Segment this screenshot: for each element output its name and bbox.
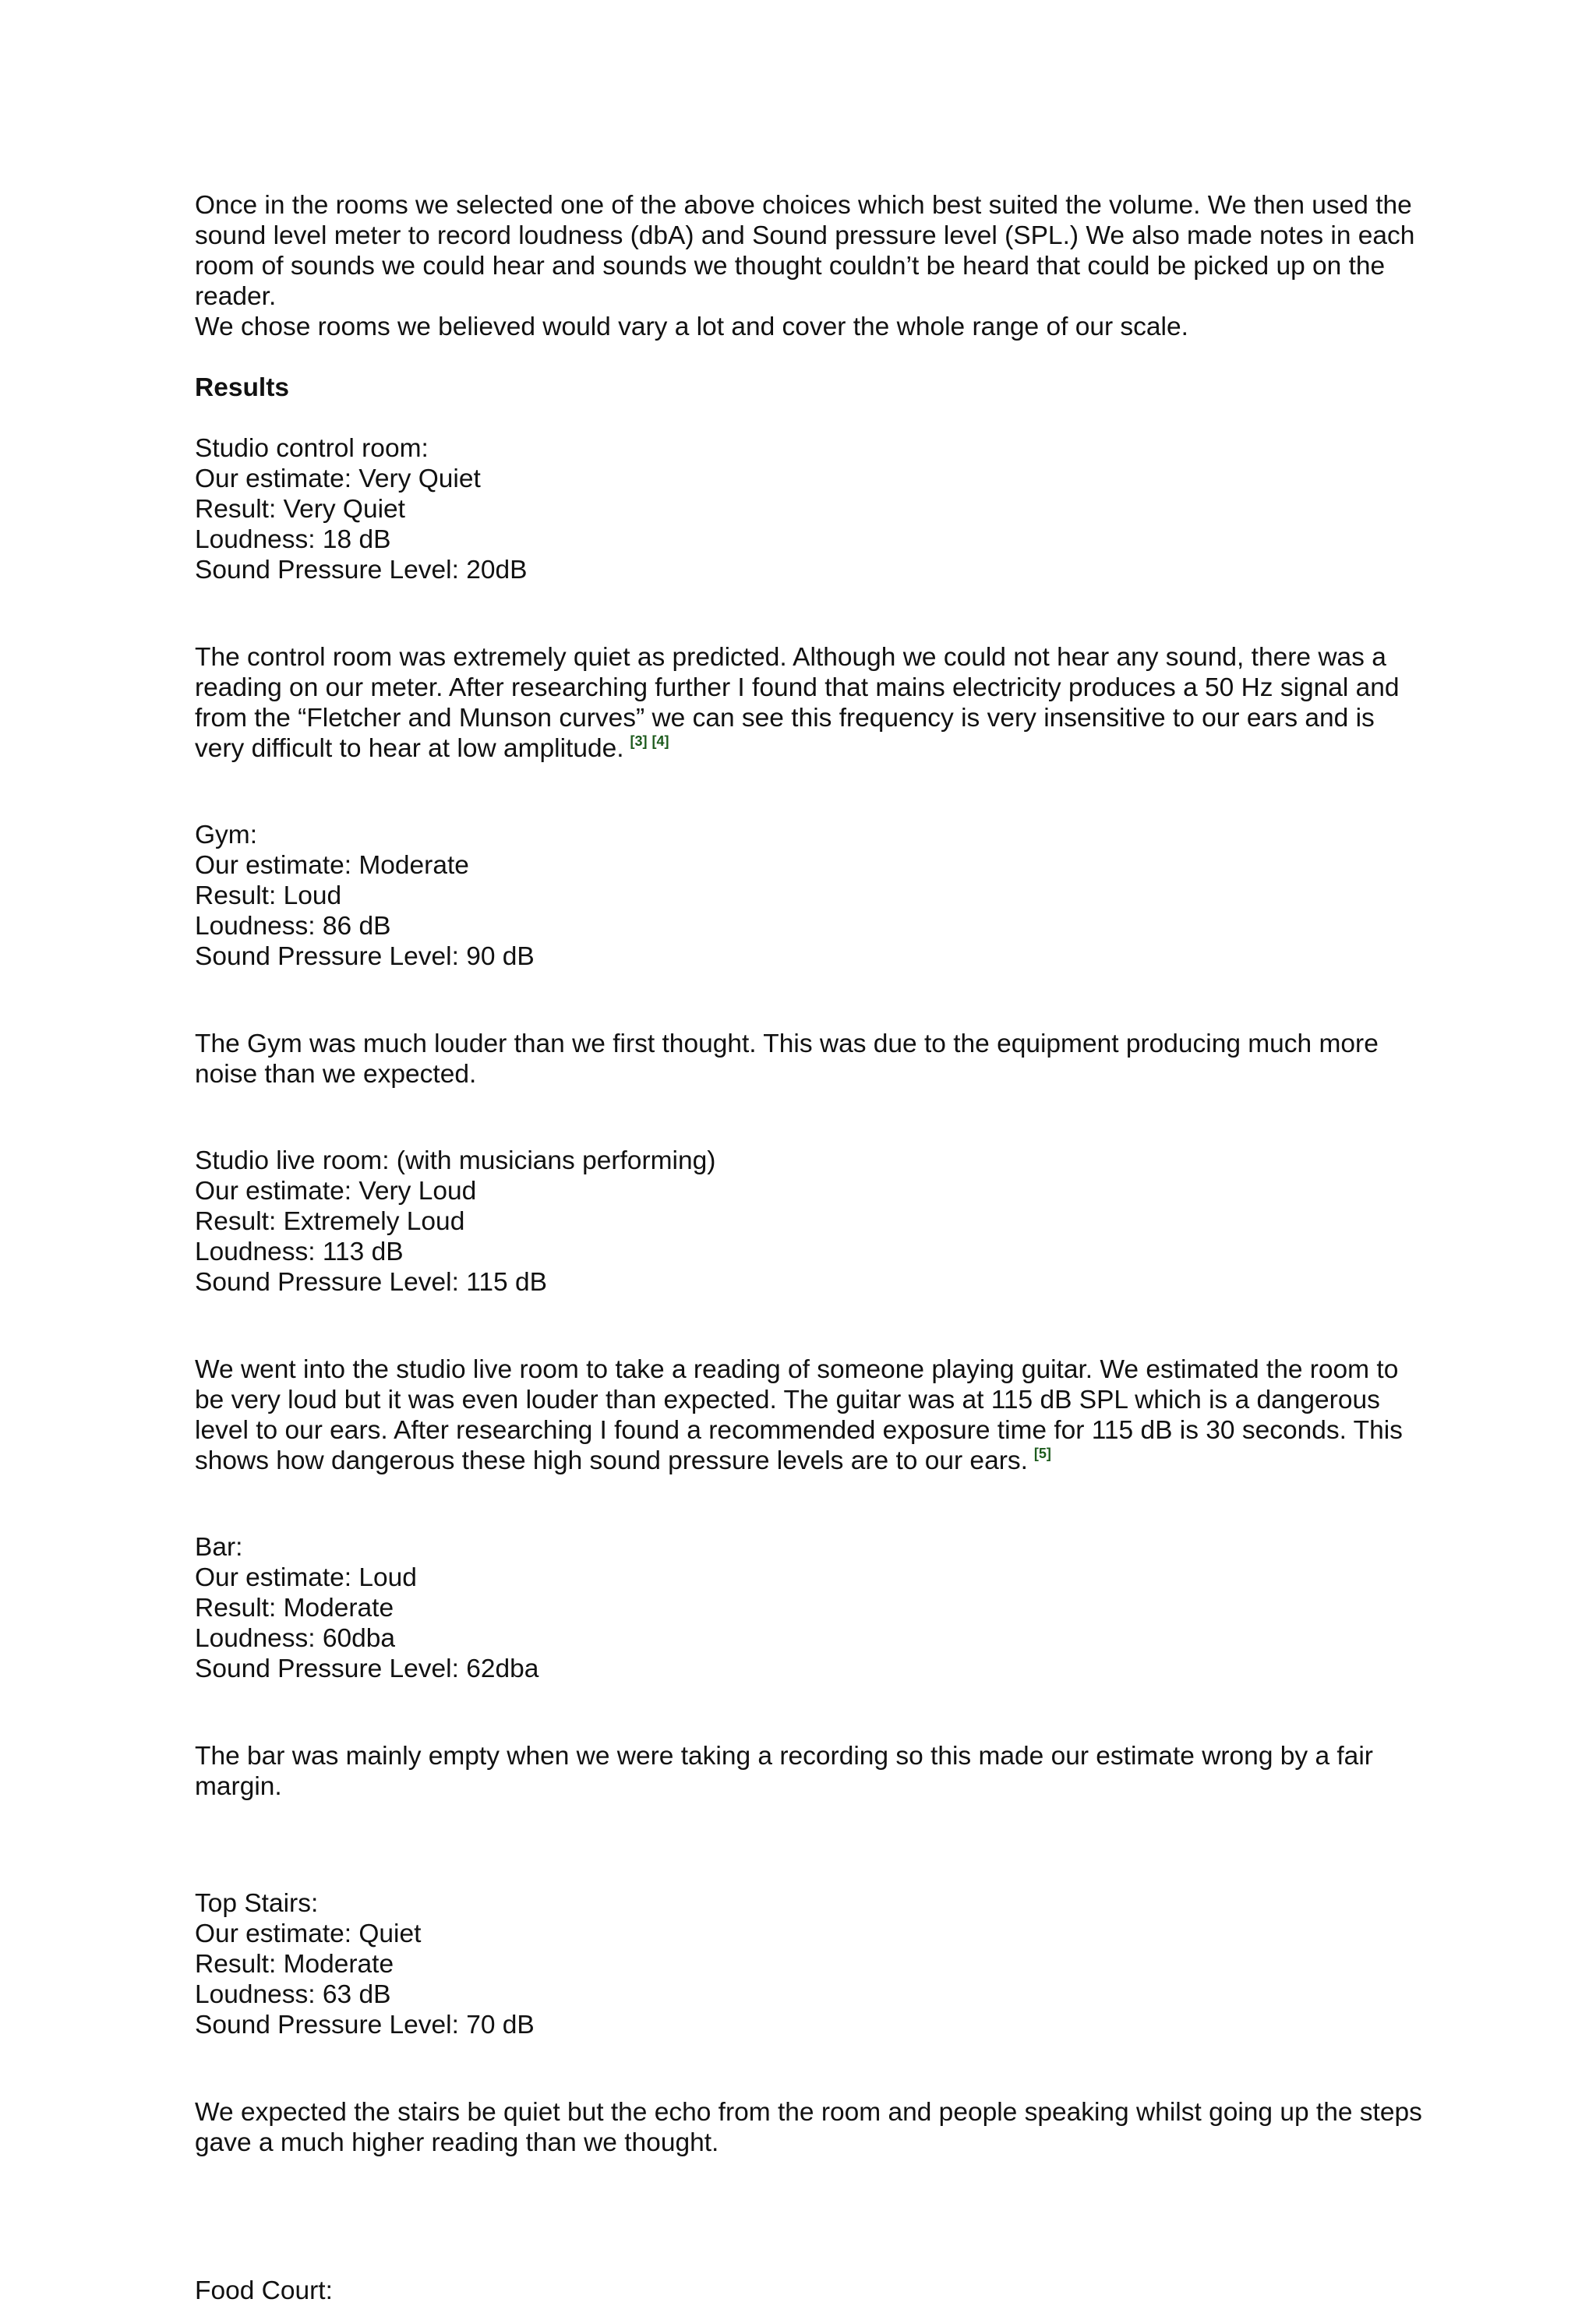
room-estimate: Our estimate: Loud [195, 1563, 417, 1592]
room-spl: Sound Pressure Level: 20dB [195, 556, 528, 584]
room-spl: Sound Pressure Level: 62dba [195, 1654, 539, 1683]
intro-paragraph: Once in the rooms we selected one of the above choices which best suited the volume. We then used the sound level meter to record loudness (dbA) and Sound pressure level (SPL.) We also made notes in each room of sounds we could hear and sounds we thought couldn’t be heard that could be picked up on the reader. [195, 191, 1415, 311]
room-result: Result: Loud [195, 881, 342, 910]
room-spl: Sound Pressure Level: 115 dB [195, 1268, 547, 1297]
reference-link[interactable]: [4] [651, 733, 669, 749]
room-spl: Sound Pressure Level: 90 dB [195, 942, 535, 971]
intro-section [195, 190, 1426, 342]
room-note [195, 642, 1426, 764]
reference-link[interactable]: [5] [1033, 1445, 1051, 1461]
room-entry [195, 433, 1426, 585]
room-name: Studio live room: (with musicians performing) [195, 1146, 716, 1175]
room-entry [195, 1532, 1426, 1684]
room-loudness: Loudness: 113 dB [195, 1238, 404, 1266]
reference-link[interactable]: [3] [630, 733, 648, 749]
room-name: Bar: [195, 1533, 243, 1562]
room-result: Result: Moderate [195, 1594, 394, 1623]
room-loudness: Loudness: 86 dB [195, 912, 391, 941]
room-result: Result: Extremely Loud [195, 1207, 465, 1236]
document-body [195, 190, 1426, 2306]
reference-marks [630, 733, 669, 749]
room-name: Studio control room: [195, 434, 429, 463]
room-entry [195, 1146, 1426, 1298]
room-note: The Gym was much louder than we first thought. This was due to the equipment producing much more noise than we expected. [195, 1029, 1379, 1089]
room-entry [195, 820, 1426, 972]
room-loudness: Loudness: 60dba [195, 1624, 396, 1653]
room-estimate: Our estimate: Very Loud [195, 1177, 477, 1206]
room-entry [195, 2276, 1426, 2306]
room-note: The bar was mainly empty when we were taking a recording so this made our estimate wrong by a fair margin. [195, 1741, 1373, 1801]
room-entry [195, 1888, 1426, 2040]
room-estimate: Our estimate: Quiet [195, 1919, 422, 1948]
room-name: Top Stairs: [195, 1889, 319, 1918]
room-result: Result: Very Quiet [195, 495, 405, 524]
room-estimate: Our estimate: Very Quiet [195, 464, 481, 493]
room-note: We expected the stairs be quiet but the echo from the room and people speaking whilst going up the steps gave a much higher reading than we thought. [195, 2097, 1422, 2157]
room-loudness: Loudness: 63 dB [195, 1980, 391, 2009]
room-name: Gym: [195, 821, 258, 849]
room-note-text: We went into the studio live room to take a reading of someone playing guitar. We estimated the room to be very loud but it was even louder than expected. The guitar was at 115 dB SPL which is a dangerous level to our ears. After researching I found a recommended exposure time for 115 dB is 30 seconds. This shows how dangerous these high sound pressure levels are to our ears. [195, 1354, 1403, 1475]
room-result: Result: Moderate [195, 1950, 394, 1979]
room-loudness: Loudness: 18 dB [195, 525, 391, 554]
room-estimate: Our estimate: Moderate [195, 851, 469, 880]
reference-marks [1034, 1446, 1051, 1461]
room-name: Food Court: [195, 2276, 333, 2305]
room-spl: Sound Pressure Level: 70 dB [195, 2011, 535, 2039]
results-heading: Results [195, 373, 290, 402]
intro-line: We chose rooms we believed would vary a lot and cover the whole range of our scale. [195, 313, 1188, 341]
room-note-text: The control room was extremely quiet as predicted. Although we could not hear any sound, there was a reading on our meter. After researching further I found that mains electricity produces a 50 Hz signal and from the “Fletcher and Munson curves” we can see this frequency is very insensitive to our ears and is very difficult to hear at low amplitude. [195, 642, 1400, 763]
room-note [195, 1354, 1426, 1476]
